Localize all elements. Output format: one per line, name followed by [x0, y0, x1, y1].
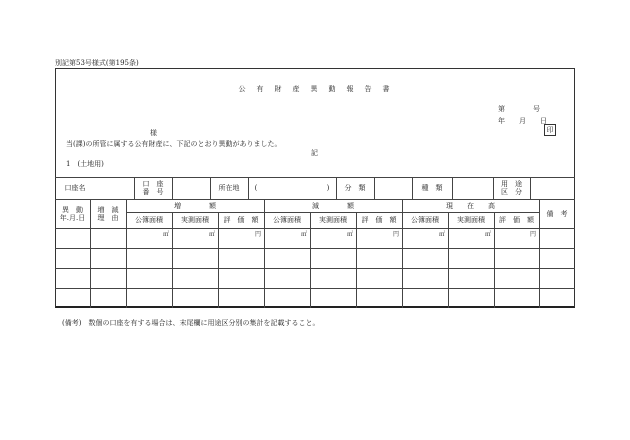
unit-sqm: ㎡: [209, 231, 216, 238]
grid-line: [55, 288, 575, 289]
unit-yen: 円: [255, 231, 262, 238]
unit-yen: 円: [530, 231, 537, 238]
sub-header-surveyed-area: 実測面積: [319, 216, 347, 224]
location-paren-open: (: [254, 184, 258, 192]
grid-line: [172, 177, 173, 199]
sub-header-surveyed-area: 実測面積: [181, 216, 209, 224]
decrease-group-header: 減 額: [312, 201, 354, 210]
unit-sqm: ㎡: [439, 231, 446, 238]
unit-sqm: ㎡: [301, 231, 308, 238]
grid-line: [452, 177, 453, 199]
sub-header-valuation: 評 価 額: [499, 216, 534, 224]
increase-group-header: 増 額: [174, 201, 216, 210]
grid-line: [55, 268, 575, 269]
sub-header-surveyed-area: 実測面積: [457, 216, 485, 224]
current-group-header: 現 在 高: [446, 201, 495, 210]
kind-label: 種 類: [421, 184, 443, 192]
date-header-line2: 年.月.日: [59, 213, 86, 222]
grid-line: [55, 228, 575, 229]
unit-sqm: ㎡: [485, 231, 492, 238]
reason-header-line2: 理 由: [97, 213, 119, 222]
classification-label: 分 類: [344, 184, 366, 192]
category-label: 1 (土地用): [66, 160, 104, 168]
usage-label: [493, 177, 530, 199]
ki-mark: 記: [311, 149, 318, 157]
location-label: 所在地: [218, 184, 240, 192]
grid-line: [248, 177, 249, 199]
report-date: 年 月 日: [498, 117, 547, 125]
sub-header-registered-area: 公簿面積: [135, 216, 163, 224]
seal-mark: 印: [544, 124, 556, 136]
account-name-label: 口座名: [64, 184, 86, 192]
sub-header-valuation: 評 価 額: [223, 216, 259, 224]
unit-sqm: ㎡: [347, 231, 354, 238]
reason-column-header: [90, 199, 126, 228]
location-paren-close: ): [326, 184, 330, 192]
sub-header-registered-area: 公簿面積: [411, 216, 439, 224]
date-header-line1: 異 動: [62, 205, 83, 214]
grid-line: [374, 177, 375, 199]
account-number-label: [134, 177, 172, 199]
intro-text: 当(課)の所管に属する公有財産に、下記のとおり異動がありました。: [66, 140, 282, 148]
form-number: 別記第53号様式(第195条): [55, 59, 139, 67]
account-number-line1: 口 座: [142, 180, 164, 188]
grid-line: [55, 248, 575, 249]
report-title: 公 有 財 産 異 動 報 告 書: [238, 85, 392, 93]
sub-header-valuation: 評 価 額: [361, 216, 397, 224]
sub-header-registered-area: 公簿面積: [273, 216, 301, 224]
remarks-column-header: 備 考: [546, 209, 568, 218]
reason-header-line1: 増 減: [97, 205, 119, 214]
grid-line: [530, 177, 531, 199]
unit-sqm: ㎡: [163, 231, 170, 238]
usage-line2: 区 分: [501, 188, 522, 196]
date-column-header: [55, 199, 90, 228]
footnote: (備考) 数個の口座を有する場合は、末尾欄に用途区分別の集計を記載すること。: [62, 319, 320, 327]
unit-yen: 円: [393, 231, 400, 238]
account-number-line2: 番 号: [142, 188, 164, 196]
report-number: 第 号: [498, 105, 540, 113]
usage-line1: 用 途: [501, 180, 522, 188]
addressee: 様: [150, 129, 157, 137]
